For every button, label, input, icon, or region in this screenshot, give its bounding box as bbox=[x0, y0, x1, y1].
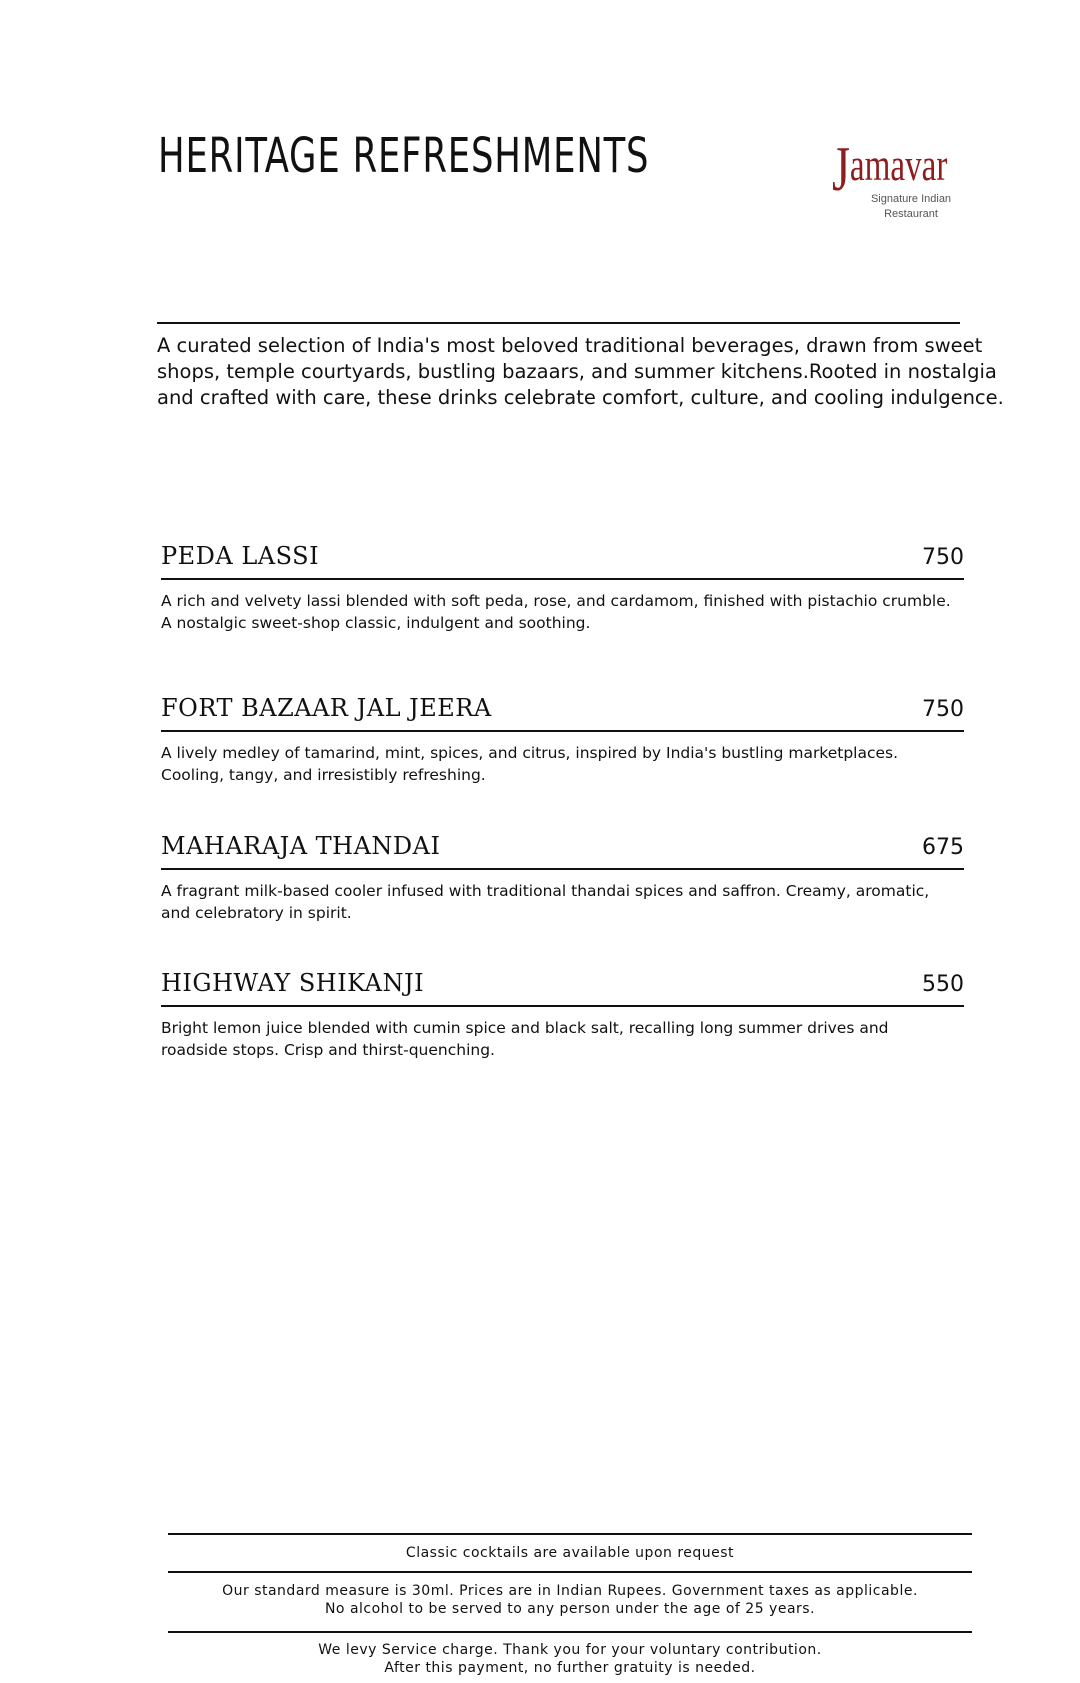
service-note-line: After this payment, no further gratuity is needed. bbox=[384, 1660, 756, 1676]
menu-item bbox=[161, 965, 964, 1061]
menu-item-price: 750 bbox=[922, 697, 964, 722]
menu-title: HERITAGE REFRESHMENTS bbox=[158, 128, 650, 184]
menu-item-name: PEDA LASSI bbox=[161, 542, 320, 570]
restaurant-logo bbox=[832, 122, 962, 222]
measure-note-line: Our standard measure is 30ml. Prices are in Indian Rupees. Government taxes as applicable. bbox=[222, 1583, 918, 1599]
menu-item-price: 750 bbox=[922, 545, 964, 570]
menu-item-header bbox=[161, 538, 964, 580]
menu-item-header bbox=[161, 690, 964, 732]
service-note-line: We levy Service charge. Thank you for your voluntary contribution. bbox=[318, 1642, 822, 1658]
menu-item-description: Bright lemon juice blended with cumin spice and black salt, recalling long summer drives and roadside stops. Crisp and thirst-quenching. bbox=[161, 1019, 889, 1059]
measure-note bbox=[168, 1582, 972, 1618]
cocktails-note: Classic cocktails are available upon request bbox=[405, 1545, 735, 1561]
menu-item-price: 675 bbox=[922, 835, 964, 860]
menu-item-header bbox=[161, 965, 964, 1007]
intro-text: A curated selection of India's most beloved traditional beverages, drawn from sweet shops, temple courtyards, bustling bazaars, and summer kitchens.Rooted in nostalgia and crafted with care, these drinks celebrate comfort, culture, and cooling indulgence. bbox=[157, 334, 1004, 409]
menu-item-description: A fragrant milk-based cooler infused with traditional thandai spices and saffron. Creamy, aromatic, and celebratory in spirit. bbox=[161, 882, 930, 922]
footer-divider bbox=[168, 1631, 972, 1633]
menu-item-description: A rich and velvety lassi blended with soft peda, rose, and cardamom, finished with pistachio crumble. A nostalgic sweet-shop classic, indulgent and soothing. bbox=[161, 592, 951, 632]
menu-item-description: A lively medley of tamarind, mint, spices, and citrus, inspired by India's bustling marketplaces. Cooling, tangy, and irresistibly refreshing. bbox=[161, 744, 899, 784]
menu-item-header bbox=[161, 828, 964, 870]
menu-item-name: HIGHWAY SHIKANJI bbox=[161, 969, 425, 997]
menu-item bbox=[161, 690, 964, 786]
menu-item bbox=[161, 538, 964, 634]
service-note bbox=[168, 1641, 972, 1677]
logo-tagline: Signature Indian Restaurant bbox=[870, 193, 952, 220]
logo-wordmark: Jamavar bbox=[832, 133, 948, 204]
footer-divider bbox=[168, 1571, 972, 1573]
menu-item-name: MAHARAJA THANDAI bbox=[161, 832, 441, 860]
menu-item bbox=[161, 828, 964, 924]
menu-item-price: 550 bbox=[922, 972, 964, 997]
measure-note-line: No alcohol to be served to any person under the age of 25 years. bbox=[324, 1601, 816, 1617]
footer-divider bbox=[168, 1533, 972, 1535]
intro-divider bbox=[157, 322, 960, 324]
menu-item-name: FORT BAZAAR JAL JEERA bbox=[161, 694, 492, 722]
